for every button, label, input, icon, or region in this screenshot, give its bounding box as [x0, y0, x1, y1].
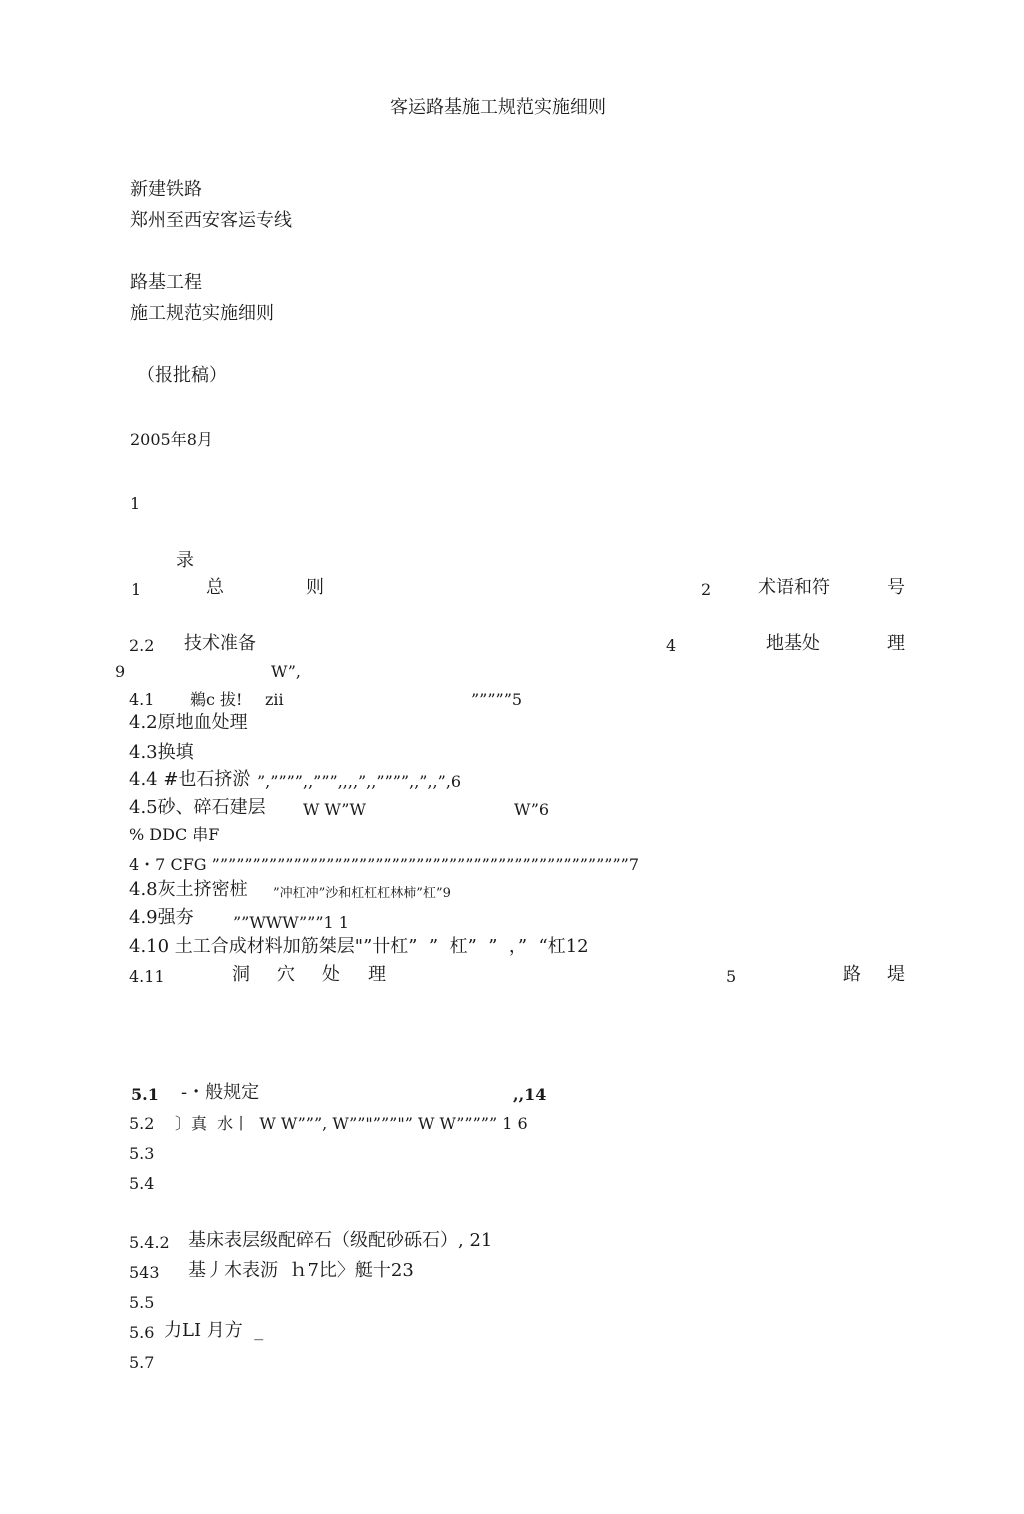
- toc-heading: 录: [176, 550, 194, 571]
- toc-row: 4.2原地血处理: [129, 712, 248, 733]
- page-number: 1: [130, 494, 141, 513]
- cover-line-new-railway: 新建铁路: [130, 179, 202, 200]
- toc-row: 5.4: [129, 1174, 155, 1193]
- cover-status: （报批稿）: [137, 365, 227, 386]
- cover-line-route: 郑州至西安客运专线: [130, 210, 292, 231]
- toc-row: 5.5: [129, 1293, 155, 1312]
- document-title: 客运路基施工规范实施细则: [390, 97, 606, 118]
- cover-line-rules: 施工规范实施细则: [130, 303, 274, 324]
- toc-row: 5.3: [129, 1144, 155, 1163]
- toc-row: % DDC 串F: [129, 825, 220, 844]
- toc-row: 4.3换填: [129, 742, 194, 763]
- toc-row: 4.10 土工合成材料加筋桀层"”卄杠” ” 杠” ” ，” “杠12: [129, 936, 589, 957]
- toc-row: 4・7 CFG ”””””””””””””””””””””””””””””””””””””””””””””””””””7: [129, 855, 640, 874]
- cover-date: 2005年8月: [130, 430, 213, 449]
- toc-row: 5.7: [129, 1353, 155, 1372]
- cover-line-subgrade: 路基工程: [130, 272, 202, 293]
